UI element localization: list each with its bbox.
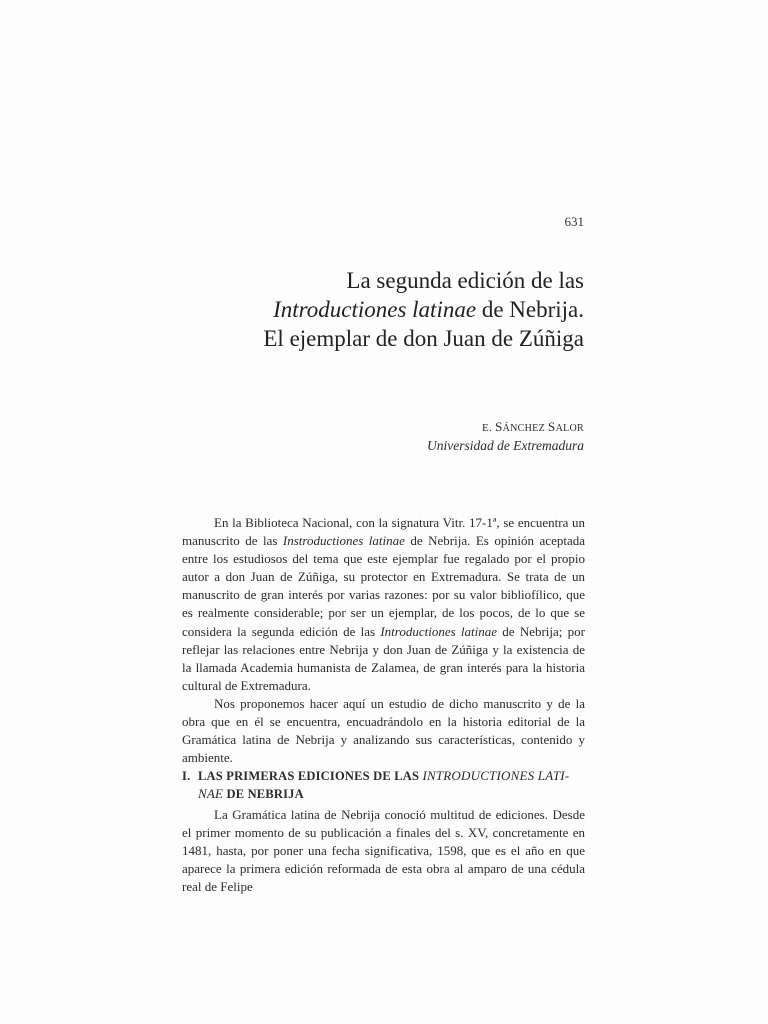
author-affiliation: Universidad de Extremadura <box>427 438 584 453</box>
intro-paragraph-2: Nos proponemos hacer aquí un estudio de dicho manuscrito y de la obra que en él se encuentra, encuadrándolo en la historia editorial de la Gramática latina de Nebrija y analizando sus características, contenido y ambiente. <box>182 695 585 766</box>
title-italic-work: Introductiones latinae <box>273 297 477 322</box>
title-line-1: La segunda edición de las <box>346 268 584 293</box>
section-number: I. <box>182 769 191 783</box>
article-title <box>263 266 584 353</box>
title-line-2 <box>263 295 584 324</box>
section-heading: I. LAS PRIMERAS EDICIONES DE LAS INTRODUCTIONES LATI- NAE DE NEBRIJA <box>182 768 570 801</box>
author-block <box>427 418 584 454</box>
title-line-3: El ejemplar de don Juan de Zúñiga <box>263 326 584 351</box>
intro-section <box>182 514 585 767</box>
author-name: E. SÁNCHEZ SALOR <box>481 419 584 434</box>
section-1-paragraph-1: La Gramática latina de Nebrija conoció multitud de ediciones. Desde el primer momento de su publicación a finales del s. XV, concretamente en 1481, hasta, por poner una fecha significativa, 1598, que es el año en que aparece la primera edición reformada de esta obra al amparo de una cédula real de Felipe <box>182 807 585 895</box>
section-1-body <box>182 806 585 896</box>
intro-paragraph-1: En la Biblioteca Nacional, con la signatura Vitr. 17-1ª, se encuentra un manuscrito de las Instroductiones latinae de Nebrija. Es opinión aceptada entre los estudiosos del tema que este ejemplar fue regalado por el propio autor a don Juan de Zúñiga, su protector en Extremadura. Se trata de un manuscrito de gran interés por varias razones: por su valor bibliofílico, que es realmente considerable; por ser un ejemplar, de los pocos, de lo que se considera la segunda edición de las Introductiones latinae de Nebrija; por reflejar las relaciones entre Nebrija y don Juan de Zúñiga y la existencia de la llamada Academia humanista de Zalamea, de gran interés para la historia cultural de Extremadura. <box>182 515 585 693</box>
page-number: 631 <box>564 214 584 229</box>
title-line-2-rest: de Nebrija. <box>476 297 584 322</box>
